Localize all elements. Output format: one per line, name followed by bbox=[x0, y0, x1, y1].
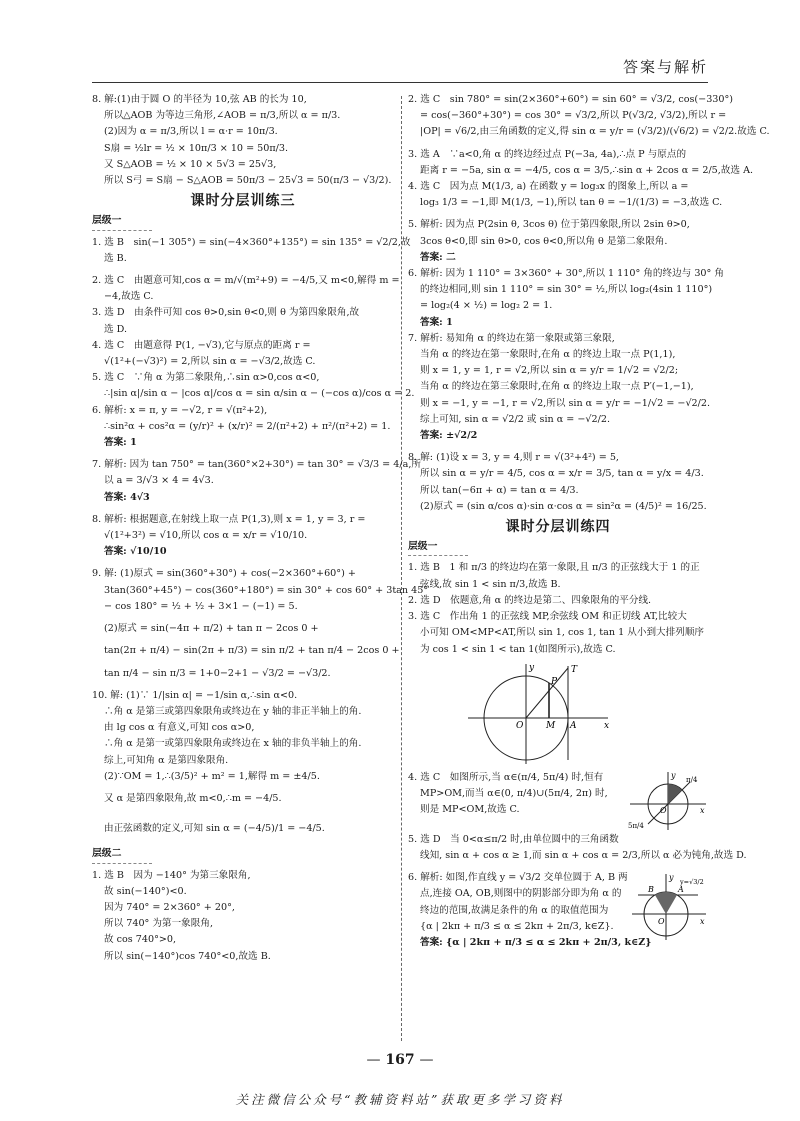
text-line: 4. 选 C 由题意得 P(1, −√3),它与原点的距离 r = bbox=[92, 339, 311, 351]
text-line: 弦线,故 sin 1 < sin π/3,故选 B. bbox=[420, 578, 561, 590]
page-number-dash-right: — bbox=[419, 1052, 434, 1068]
page-header bbox=[92, 52, 708, 83]
text-line: log₃ 1/3 = −1,即 M(1/3, −1),所以 tan θ = −1/(1/3) = −3,故选 C. bbox=[420, 197, 723, 209]
text-line: 当角 α 的终边在第一象限时,在角 α 的终边上取一点 P(1,1), bbox=[420, 349, 676, 361]
text-line: 综上可知, sin α = √2/2 或 sin α = −√2/2. bbox=[420, 413, 611, 425]
level-label: 层级一 bbox=[92, 213, 152, 230]
text-line: 线知, sin α + cos α ≥ 1,而 sin α + cos α = 2/3,所以 α 必为钝角,故选 D. bbox=[420, 849, 747, 861]
text-line: 3cos θ<0,即 sin θ>0, cos θ<0,所以角 θ 是第二象限角. bbox=[420, 235, 668, 247]
text-line: = cos(−360°+30°) = cos 30° = √3/2,所以 P(√3/2, √3/2),所以 r = bbox=[420, 110, 727, 122]
unit-circle-figure-q4 bbox=[626, 770, 708, 832]
text-line: 所以 sin α = y/r = 4/5, cos α = x/r = 3/5, tan α = y/x = 4/3. bbox=[420, 468, 704, 480]
text-line: 6. 解析: 如图,作直线 y = √3/2 交单位圆于 A, B 两 bbox=[408, 872, 628, 884]
text-line: 3. 选 D 由条件可知 cos θ>0,sin θ<0,则 θ 为第四象限角,故 bbox=[92, 307, 360, 319]
fig3-label: O bbox=[516, 720, 524, 731]
answer-line: 答案: 二 bbox=[420, 251, 456, 263]
text-line: 3tan(360°+45°) − cos(360°+180°) = sin 30° + cos 60° + 3tan 45° bbox=[104, 584, 429, 596]
text-line: 5. 选 C ∵角 α 为第二象限角,∴sin α>0,cos α<0, bbox=[92, 372, 320, 384]
answer-line: 答案: {α | 2kπ + π/3 ≤ α ≤ 2kπ + 2π/3, k∈Z} bbox=[420, 936, 652, 948]
text-line: tan(2π + π/4) − sin(2π + π/3) = sin π/2 + tan π/4 − 2cos 0 + bbox=[104, 645, 400, 657]
level-label: 层级二 bbox=[92, 846, 152, 863]
text-line: 由 lg cos α 有意义,可知 cos α>0, bbox=[104, 722, 255, 734]
right-column bbox=[408, 92, 770, 951]
text-line: 则 x = −1, y = −1, r = √2,所以 sin α = y/r = −1/√2 = −√2/2. bbox=[420, 397, 711, 409]
text-line: −4,故选 C. bbox=[104, 291, 154, 303]
text-line: ∴sin²α + cos²α = (y/r)² + (x/r)² = 2/(π²+2) + π²/(π²+2) = 1. bbox=[104, 420, 391, 432]
fig6-label: O bbox=[658, 917, 665, 927]
unit-circle-figure-q3 bbox=[408, 660, 708, 768]
text-line: 8. 解: (1)设 x = 3, y = 4,则 r = √(3²+4²) = 5, bbox=[408, 452, 619, 464]
text-line: (2)∵OM = 1,∴(3/5)² + m² = 1,解得 m = ±4/5. bbox=[104, 770, 320, 782]
text-line: 以 a = 3/√3 × 4 = 4√3. bbox=[104, 475, 214, 487]
text-line: 5. 选 D 当 0<α≤π/2 时,由单位圆中的三角函数 bbox=[408, 833, 619, 845]
text-line: √(1²+3²) = √10,所以 cos α = x/r = √10/10. bbox=[104, 530, 308, 542]
text-line: − cos 180° = ½ + ½ + 3×1 − (−1) = 5. bbox=[104, 600, 298, 612]
text-line: ∴|sin α|/sin α − |cos α|/cos α = sin α/sin α − (−cos α)/cos α = 2. bbox=[104, 388, 415, 400]
section-title: 课时分层训练三 bbox=[190, 193, 296, 210]
text-line: 8. 解:(1)由于圆 O 的半径为 10,弦 AB 的长为 10, bbox=[92, 94, 307, 105]
answer-line: 答案: √10/10 bbox=[104, 546, 167, 558]
fig4-label: O bbox=[660, 805, 667, 815]
text-line: ∴角 α 是第三或第四象限角或终边在 y 轴的非正半轴上的角. bbox=[104, 705, 362, 717]
text-line: ∴角 α 是第一或第四象限角或终边在 x 轴的非负半轴上的角. bbox=[104, 738, 362, 750]
text-line: 7. 解析: 易知角 α 的终边在第一象限或第三象限, bbox=[408, 332, 615, 344]
fig4-label: 5π/4 bbox=[628, 821, 644, 830]
text-line: 所以 740° 为第一象限角, bbox=[104, 918, 214, 930]
text-line: 所以 sin(−140°)cos 740°<0,故选 B. bbox=[104, 950, 271, 962]
text-line: 故 sin(−140°)<0. bbox=[104, 885, 187, 897]
page-number-value: 167 bbox=[385, 1052, 415, 1068]
terminal-ray bbox=[526, 668, 568, 718]
text-line: 3. 选 A ∵a<0,角 α 的终边经过点 P(−3a, 4a),∴点 P 与原点的 bbox=[408, 148, 687, 160]
text-line: 所以 S弓 = S扇 − S△AOB = 50π/3 − 25√3 = 50(π/3 − √3/2). bbox=[104, 175, 392, 187]
text-line: 1. 选 B sin(−1 305°) = sin(−4×360°+135°) = sin 135° = √2/2,故 bbox=[92, 236, 411, 248]
fig4-label: π/4 bbox=[686, 775, 698, 784]
fig6-label: A bbox=[678, 885, 684, 895]
fig3-label: T bbox=[571, 664, 578, 675]
text-line: = log₂(4 × ½) = log₂ 2 = 1. bbox=[420, 300, 553, 312]
text-line: 综上,可知角 α 是第四象限角. bbox=[104, 754, 229, 766]
left-column bbox=[92, 92, 429, 965]
text-line: MP>OM,而当 α∈(0, π/4)∪(5π/4, 2π) 时, bbox=[420, 787, 608, 799]
fig3-label: M bbox=[546, 720, 556, 731]
text-line: 6. 解析: 因为 1 110° = 3×360° + 30°,所以 1 110° 角的终边与 30° 角 bbox=[408, 268, 724, 280]
fig6-label: y bbox=[669, 873, 674, 883]
text-line: 8. 解析: 根据题意,在射线上取一点 P(1,3),则 x = 1, y = 3, r = bbox=[92, 513, 366, 525]
text-line: 9. 解: (1)原式 = sin(360°+30°) + cos(−2×360°+60°) + bbox=[92, 568, 356, 580]
fig3-label: A bbox=[570, 720, 577, 731]
text-line: 小可知 OM<MP<AT,所以 sin 1, cos 1, tan 1 从小到大排列顺序 bbox=[420, 627, 705, 639]
answer-line: 答案: 1 bbox=[420, 316, 453, 328]
text-line: 当角 α 的终边在第三象限时,在角 α 的终边上取一点 P′(−1,−1), bbox=[420, 381, 694, 393]
fig6-label: x bbox=[700, 917, 705, 927]
text-line: 7. 解析: 因为 tan 750° = tan(360°×2+30°) = tan 30° = √3/3 = 4/a,所 bbox=[92, 459, 421, 471]
text-line: 1. 选 B 1 和 π/3 的终边均在第一象限,且 π/3 的正弦线大于 1 的正 bbox=[408, 562, 700, 574]
text-line: {α | 2kπ + π/3 ≤ α ≤ 2kπ + 2π/3, k∈Z}. bbox=[420, 920, 614, 932]
text-line: 选 B. bbox=[104, 252, 127, 264]
section-title: 课时分层训练四 bbox=[505, 519, 611, 536]
answer-line: 答案: ±√2/2 bbox=[420, 430, 478, 442]
text-line: 4. 选 C 因为点 M(1/3, a) 在函数 y = log₃x 的图象上,所以 a = bbox=[408, 181, 689, 193]
text-line: 2. 选 C 由题意可知,cos α = m/√(m²+9) = −4/5,又 m<0,解得 m = bbox=[92, 275, 400, 287]
text-line: 由正弦函数的定义,可知 sin α = (−4/5)/1 = −4/5. bbox=[104, 823, 325, 835]
text-line: 故 cos 740°>0, bbox=[104, 934, 177, 946]
text-line: 所以 tan(−6π + α) = tan α = 4/3. bbox=[420, 484, 579, 496]
text-line: 则是 MP<OM,故选 C. bbox=[420, 804, 520, 816]
fig6-label: y=√3/2 bbox=[680, 878, 704, 887]
header-title: 答案与解析 bbox=[622, 58, 708, 76]
text-line: 距离 r = −5a, sin α = −4/5, cos α = 3/5,∴sin α + 2cos α = 2/5,故选 A. bbox=[420, 164, 754, 176]
text-line: 为 cos 1 < sin 1 < tan 1(如图所示),故选 C. bbox=[420, 643, 616, 655]
text-line: 终边的范围,故满足条件的角 α 的取值范围为 bbox=[420, 904, 609, 916]
shaded-region bbox=[668, 784, 682, 804]
text-line: 5. 解析: 因为点 P(2sin θ, 3cos θ) 位于第四象限,所以 2sin θ>0, bbox=[408, 219, 690, 231]
text-line: 6. 解析: x = π, y = −√2, r = √(π²+2), bbox=[92, 404, 268, 416]
text-line: 的终边相同,则 sin 1 110° = sin 30° = ½,所以 log₂(4sin 1 110°) bbox=[420, 284, 713, 296]
fig6-label: B bbox=[648, 885, 654, 895]
text-line: (2)因为 α = π/3,所以 l = α·r = 10π/3. bbox=[104, 126, 278, 138]
unit-circle-figure-q6 bbox=[628, 870, 708, 942]
text-line: 1. 选 B 因为 −140° 为第三象限角, bbox=[92, 869, 251, 881]
text-line: 所以△AOB 为等边三角形,∠AOB = π/3,所以 α = π/3. bbox=[104, 110, 341, 122]
fig3-label: P bbox=[551, 676, 558, 687]
text-line: S扇 = ½lr = ½ × 10π/3 × 10 = 50π/3. bbox=[104, 142, 289, 154]
text-line: 又 S△AOB = ½ × 10 × 5√3 = 25√3, bbox=[104, 158, 277, 170]
text-line: 2. 选 D 依题意,角 α 的终边是第二、四象限角的平分线. bbox=[408, 594, 652, 606]
text-line: 则 x = 1, y = 1, r = √2,所以 sin α = y/r = 1/√2 = √2/2; bbox=[420, 365, 679, 377]
shaded-region bbox=[655, 892, 677, 914]
text-line: 点,连接 OA, OB,则图中的阴影部分即为角 α 的 bbox=[420, 888, 622, 900]
text-line: 2. 选 C sin 780° = sin(2×360°+60°) = sin 60° = √3/2, cos(−330°) bbox=[408, 94, 734, 105]
text-line: 3. 选 C 作出角 1 的正弦线 MP,余弦线 OM 和正切线 AT,比较大 bbox=[408, 611, 687, 623]
fig4-label: y bbox=[671, 770, 676, 780]
text-line: 4. 选 C 如图所示,当 α∈(π/4, 5π/4) 时,恒有 bbox=[408, 771, 604, 783]
footer-note: 关注微信公众号“教辅资料站”获取更多学习资料 bbox=[235, 1092, 565, 1107]
text-line: 选 D. bbox=[104, 323, 128, 335]
fig3-label: x bbox=[604, 720, 610, 731]
text-line: 又 α 是第四象限角,故 m<0,∴m = −4/5. bbox=[104, 792, 282, 804]
answer-line: 答案: 1 bbox=[104, 437, 137, 449]
text-line: (2)原式 = sin(−4π + π/2) + tan π − 2cos 0 + bbox=[104, 623, 319, 635]
answer-line: 答案: 4√3 bbox=[104, 491, 150, 503]
level-label: 层级一 bbox=[408, 539, 468, 556]
q4-block bbox=[408, 770, 708, 832]
text-line: 10. 解: (1)∵ 1/|sin α| = −1/sin α,∴sin α<0. bbox=[92, 689, 298, 701]
text-line: 因为 740° = 2×360° + 20°, bbox=[104, 901, 235, 913]
page-number-dash-left: — bbox=[366, 1052, 381, 1068]
text-line: √(1²+(−√3)²) = 2,所以 sin α = −√3/2,故选 C. bbox=[104, 356, 316, 368]
fig4-label: x bbox=[700, 805, 705, 815]
page-number bbox=[0, 1052, 800, 1068]
fig3-label: y bbox=[529, 662, 535, 673]
q6-block bbox=[408, 870, 708, 951]
text-line: (2)原式 = (sin α/cos α)·sin α·cos α = sin²α = (4/5)² = 16/25. bbox=[420, 500, 707, 512]
text-line: |OP| = √6/2,由三角函数的定义,得 sin α = y/r = (√3/2)/(√6/2) = √2/2.故选 C. bbox=[420, 126, 770, 138]
text-line: tan π/4 − sin π/3 = 1+0−2+1 − √3/2 = −√3/2. bbox=[104, 667, 331, 679]
